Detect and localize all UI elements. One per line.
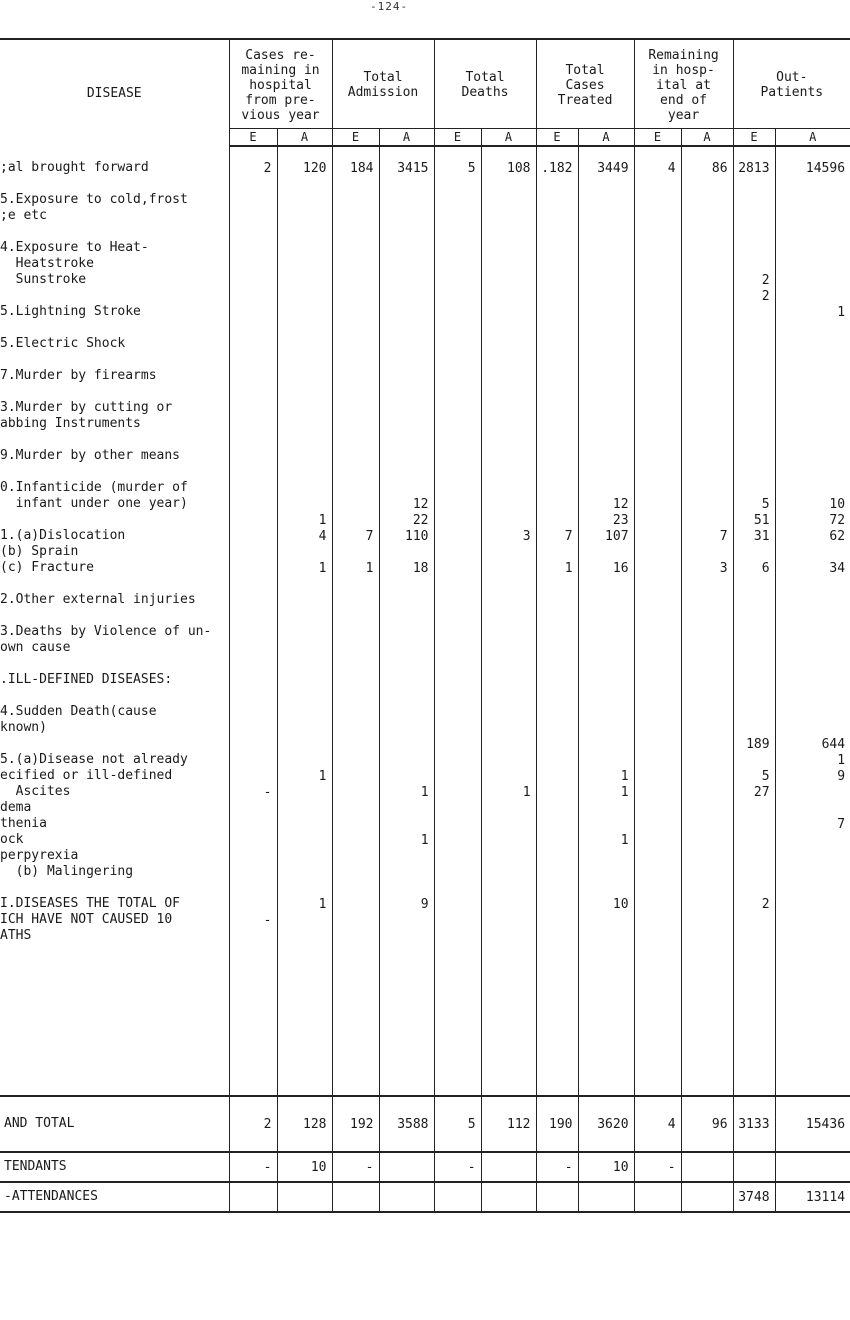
- header-remaining-end-of-year: Remaining in hosp- ital at end of year: [634, 39, 733, 129]
- subheader-a: A: [379, 129, 434, 147]
- header-out-patients: Out- Patients: [733, 39, 850, 129]
- grand-total-cell: 3620: [578, 1096, 634, 1152]
- out-attendances-cell: 13114: [775, 1182, 850, 1212]
- col-admission-e: 184 7 1: [332, 146, 379, 1096]
- col-treated-e: .182 7 1: [536, 146, 578, 1096]
- grand-total-row: [0, 1096, 850, 1152]
- grand-total-cell: 112: [481, 1096, 536, 1152]
- disease-statistics-table: [0, 38, 850, 1213]
- attendants-row: [0, 1152, 850, 1182]
- subheader-e: E: [332, 129, 379, 147]
- col-treated-a: 3449 12 23 107 16 1 1 1 10: [578, 146, 634, 1096]
- grand-total-cell: 96: [681, 1096, 733, 1152]
- header-total-cases-treated: Total Cases Treated: [536, 39, 634, 129]
- out-attendances-cell: [634, 1182, 681, 1212]
- grand-total-cell: 128: [277, 1096, 332, 1152]
- out-attendances-cell: [681, 1182, 733, 1212]
- out-attendances-label: -ATTENDANCES: [0, 1182, 229, 1212]
- subheader-e: E: [733, 129, 775, 147]
- grand-total-cell: 15436: [775, 1096, 850, 1152]
- col-remaining-e: 4: [634, 146, 681, 1096]
- out-attendances-row: [0, 1182, 850, 1212]
- grand-total-label: AND TOTAL: [0, 1096, 229, 1152]
- col-remaining-a: 86 7 3: [681, 146, 733, 1096]
- col-deaths-e: 5: [434, 146, 481, 1096]
- col-prev-a: 120 1 4 1 1 1: [277, 146, 332, 1096]
- attendants-cell: -: [229, 1152, 277, 1182]
- subheader-a: A: [578, 129, 634, 147]
- attendants-cell: -: [434, 1152, 481, 1182]
- table-body-row: [0, 146, 850, 1096]
- grand-total-cell: 190: [536, 1096, 578, 1152]
- out-attendances-cell: [536, 1182, 578, 1212]
- disease-list: ;al brought forward 5.Exposure to cold,frost ;e etc 4.Exposure to Heat- Heatstroke Sunstroke 5.Lightning Stroke 5.Electric Shock 7.Murder by firearms 3.Murder by cutting or abbing Instruments 9.Murder by other means 0.Infanticide (murder of infant under one year) 1.(a)Dislocation (b) Sprain (c) Fracture 2.Other external injuries 3.Deaths by Violence of un- own cause .ILL-DEFINED DISEASES: 4.Sudden Death(cause known) 5.(a)Disease not already ecified or ill-defined Ascites dema thenia ock perpyrexia (b) Malingering I.DISEASES THE TOTAL OF ICH HAVE NOT CAUSED 10 ATHS: [0, 160, 212, 943]
- attendants-label: TENDANTS: [0, 1152, 229, 1182]
- page-number: -124-: [370, 0, 409, 13]
- out-attendances-cell: [229, 1182, 277, 1212]
- col-outpatients-a: 14596 1 10 72 62 34 644 1 9 7: [775, 146, 850, 1096]
- grand-total-cell: 3588: [379, 1096, 434, 1152]
- col-prev-e: 2 - -: [229, 146, 277, 1096]
- header-row: [0, 39, 850, 129]
- attendants-cell: -: [536, 1152, 578, 1182]
- col-admission-a: 3415 12 22 110 18 1 1 9: [379, 146, 434, 1096]
- attendants-cell: [379, 1152, 434, 1182]
- grand-total-cell: 5: [434, 1096, 481, 1152]
- out-attendances-cell: [379, 1182, 434, 1212]
- attendants-cell: [681, 1152, 733, 1182]
- col-outpatients-e: 2813 2 2 5 51 31 6 189 5 27 2: [733, 146, 775, 1096]
- grand-total-cell: 3133: [733, 1096, 775, 1152]
- out-attendances-cell: [578, 1182, 634, 1212]
- disease-header-label: DISEASE: [86, 85, 142, 101]
- subheader-e: E: [634, 129, 681, 147]
- disease-header: [0, 39, 229, 146]
- subheader-e: E: [536, 129, 578, 147]
- col-deaths-a: 108 3 1: [481, 146, 536, 1096]
- out-attendances-cell: [481, 1182, 536, 1212]
- attendants-cell: -: [332, 1152, 379, 1182]
- attendants-cell: [481, 1152, 536, 1182]
- subheader-a: A: [277, 129, 332, 147]
- attendants-cell: 10: [578, 1152, 634, 1182]
- attendants-cell: 10: [277, 1152, 332, 1182]
- header-cases-remaining-previous: Cases re- maining in hospital from pre- vious year: [229, 39, 332, 129]
- subheader-a: A: [681, 129, 733, 147]
- subheader-a: A: [775, 129, 850, 147]
- attendants-cell: [775, 1152, 850, 1182]
- grand-total-cell: 2: [229, 1096, 277, 1152]
- grand-total-cell: 4: [634, 1096, 681, 1152]
- subheader-e: E: [229, 129, 277, 147]
- out-attendances-cell: [332, 1182, 379, 1212]
- grand-total-cell: 192: [332, 1096, 379, 1152]
- header-total-deaths: Total Deaths: [434, 39, 536, 129]
- out-attendances-cell: [434, 1182, 481, 1212]
- attendants-cell: [733, 1152, 775, 1182]
- subheader-e: E: [434, 129, 481, 147]
- out-attendances-cell: [277, 1182, 332, 1212]
- attendants-cell: -: [634, 1152, 681, 1182]
- out-attendances-cell: 3748: [733, 1182, 775, 1212]
- subheader-a: A: [481, 129, 536, 147]
- header-total-admission: Total Admission: [332, 39, 434, 129]
